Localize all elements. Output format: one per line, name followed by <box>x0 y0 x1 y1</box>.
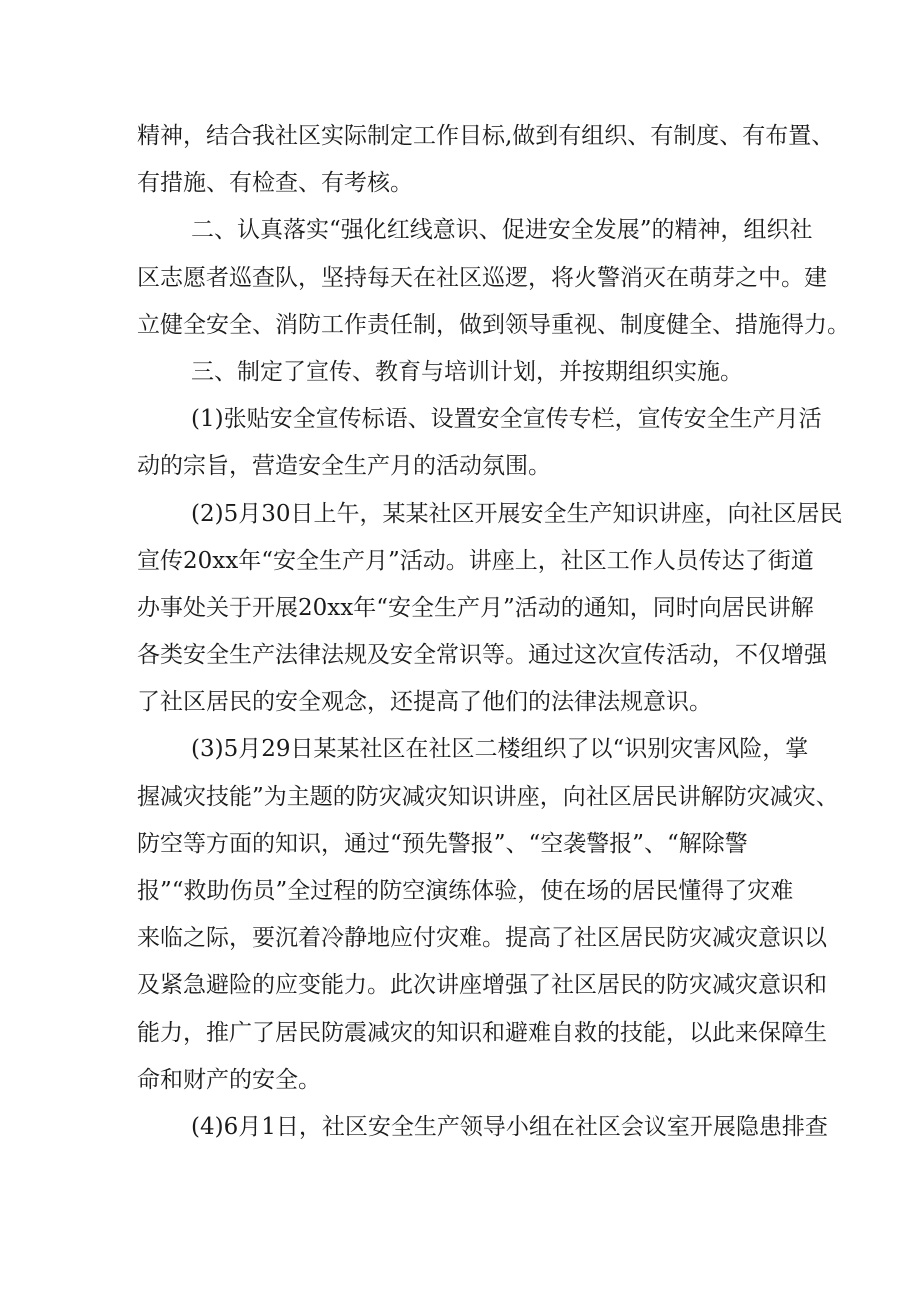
paragraph-start-line: (2)5月30日上午，某某社区开展安全生产知识讲座，向社区居民 <box>191 500 843 527</box>
text-line: 能力，推广了居民防震减灾的知识和避难自救的技能，以此来保障生 <box>137 1019 827 1046</box>
text-line: 握减灾技能”为主题的防灾减灾知识讲座，向社区居民讲解防灾减灾、 <box>137 783 839 810</box>
text-line: 及紧急避险的应变能力。此次讲座增强了社区居民的防灾减灾意识和 <box>137 972 827 999</box>
paragraph-start-line: (3)5月29日某某社区在社区二楼组织了以“识别灾害风险，掌 <box>191 736 809 763</box>
text-line: 有措施、有检查、有考核。 <box>137 170 413 197</box>
text-line: 来临之际，要沉着冷静地应付灾难。提高了社区居民防灾减灾意识以 <box>137 925 827 952</box>
paragraph-start-line: 三、制定了宣传、教育与培训计划，并按期组织实施。 <box>191 358 743 385</box>
text-line: 办事处关于开展20xx年“安全生产月”活动的通知，同时向居民讲解 <box>137 594 814 621</box>
text-line: 宣传20xx年“安全生产月”活动。讲座上，社区工作人员传达了街道 <box>137 547 814 574</box>
text-line: 了社区居民的安全观念，还提高了他们的法律法规意识。 <box>137 689 712 716</box>
text-line: 命和财产的安全。 <box>137 1066 321 1093</box>
text-line: 报”“救助伤员”全过程的防空演练体验，使在场的居民懂得了灾难 <box>137 878 794 904</box>
text-line: 区志愿者巡查队，坚持每天在社区巡逻，将火警消灭在萌芽之中。建 <box>137 264 827 291</box>
paragraph-start-line: (1)张贴安全宣传标语、设置安全宣传专栏，宣传安全生产月活 <box>191 406 822 433</box>
text-line: 动的宗旨，营造安全生产月的活动氛围。 <box>137 453 551 480</box>
paragraph-start-line: 二、认真落实“强化红线意识、促进安全发展”的精神，组织社 <box>191 217 813 244</box>
paragraph-start-line: (4)6月1日，社区安全生产领导小组在社区会议室开展隐患排查 <box>191 1113 828 1140</box>
document-body <box>137 113 850 1151</box>
text-line: 各类安全生产法律法规及安全常识等。通过这次宣传活动，不仅增强 <box>137 642 827 669</box>
text-line: 防空等方面的知识，通过“预先警报”、“空袭警报”、“解除警 <box>137 830 748 857</box>
text-line: 精神，结合我社区实际制定工作目标,做到有组织、有制度、有布置、 <box>137 123 835 149</box>
text-line: 立健全安全、消防工作责任制，做到领导重视、制度健全、措施得力。 <box>137 311 850 338</box>
